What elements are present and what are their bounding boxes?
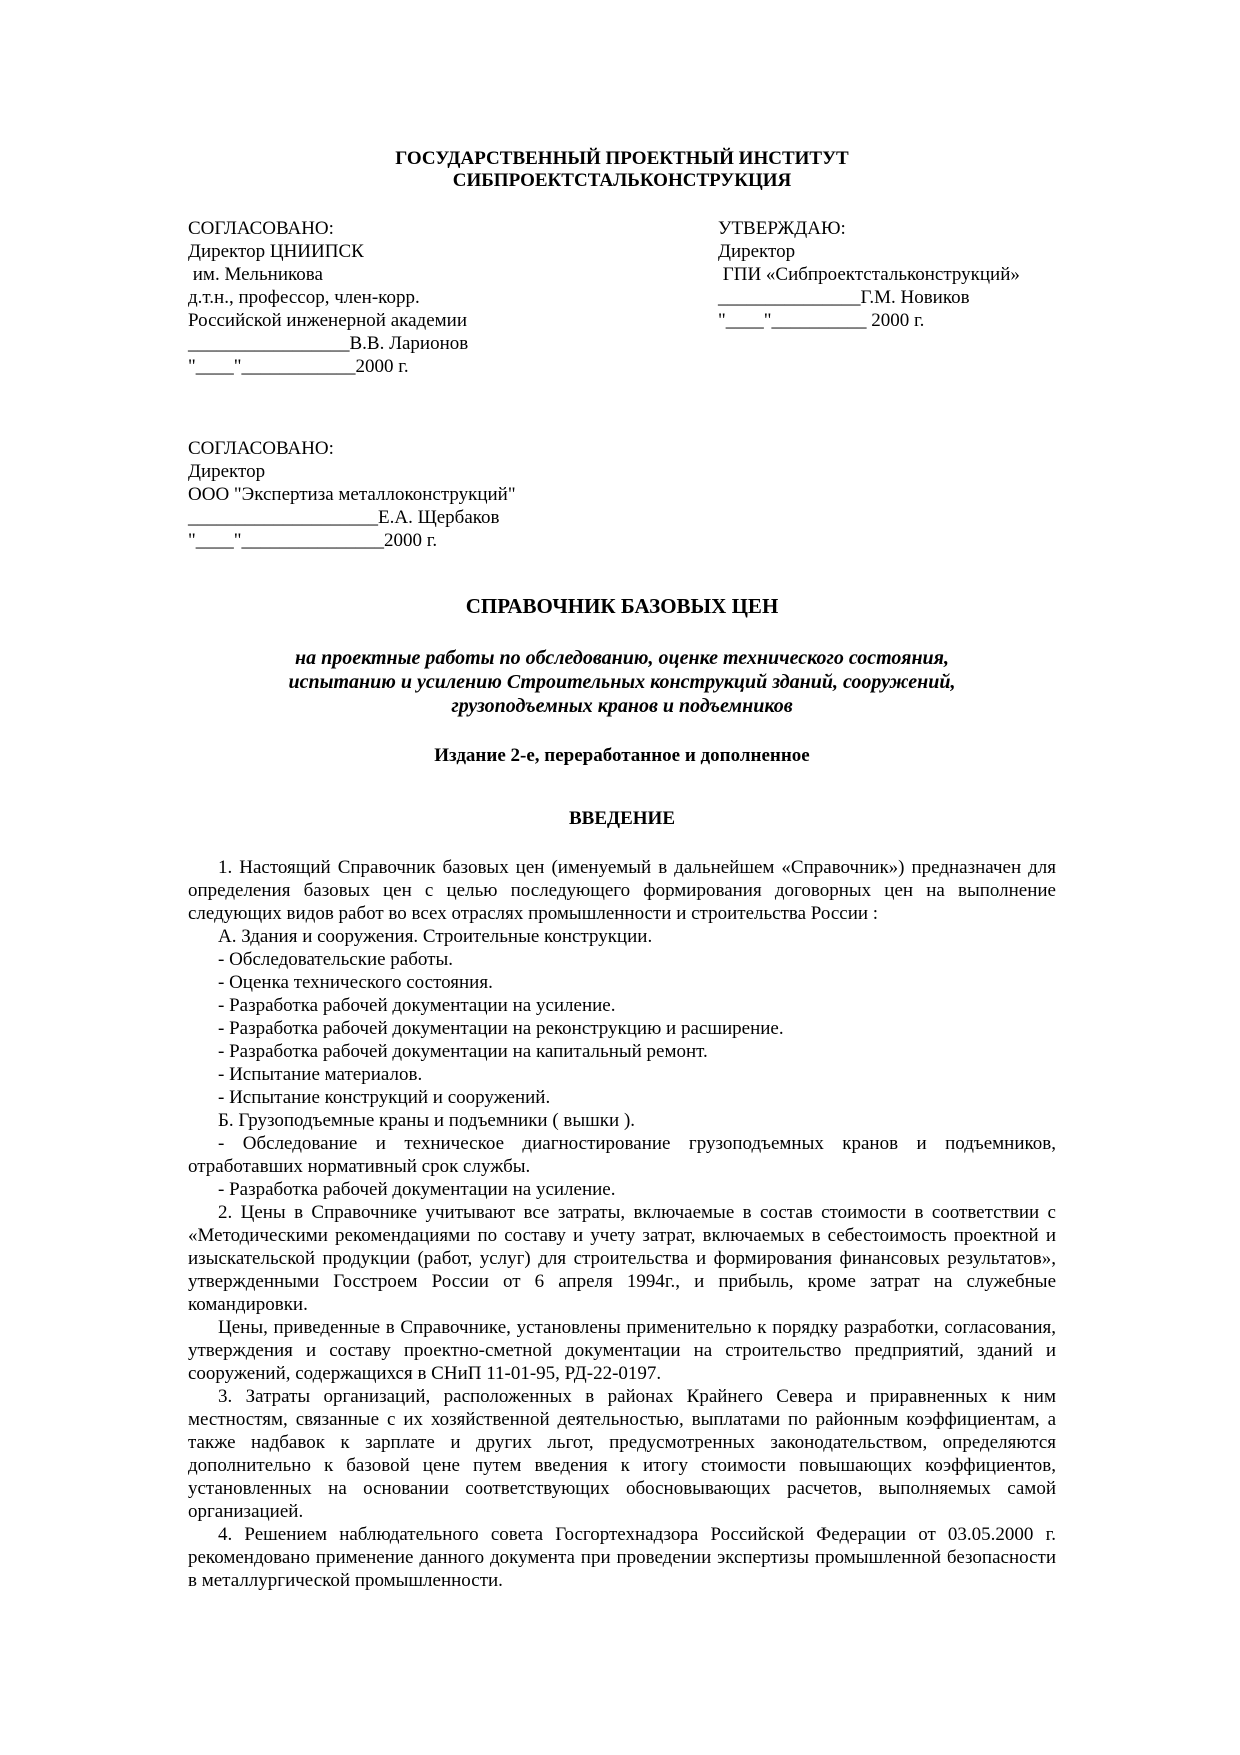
section-heading: ВВЕДЕНИЕ (569, 808, 675, 829)
list-item: - Разработка рабочей документации на усиление. (218, 995, 616, 1016)
paragraph: Цены, приведенные в Справочнике, установлены применительно к порядку разработки, согласования, утверждения и составу проектно-сметной документации на строительство предприятий, зданий и сооружений, содержащихся в СНиП 11-01-95, РД-22-0197. (188, 1317, 1056, 1384)
document-page (188, 148, 1056, 1592)
approval-left-column (188, 217, 468, 378)
paragraph: 3. Затраты организаций, расположенных в районах Крайнего Севера и приравненных к ним местностям, связанные с их хозяйственной деятельностью, выплатами по районным коэффициентам, а также надбавок к зарплате и других льгот, предусмотренных законодательством, определяются дополнительно к базовой цене путем введения к итогу стоимости повышающих коэффициентов, установленных на основании соответствующих обосновывающих расчетов, выполняемых самой организацией. (188, 1386, 1056, 1522)
approval-line: Директор (718, 241, 796, 262)
paragraph: 4. Решением наблюдательного совета Госгортехнадзора Российской Федерации от 03.05.2000 г. рекомендовано применение данного документа при проведении экспертизы промышленной безопасности в металлургической промышленности. (188, 1524, 1056, 1591)
list-item: - Испытание конструкций и сооружений. (218, 1087, 551, 1108)
approval-line: ГПИ «Сибпроектстальконструкций» (718, 264, 1020, 285)
document-subtitle (188, 646, 1056, 718)
approval-line: Российской инженерной академии (188, 310, 467, 331)
list-item: - Обследовательские работы. (218, 949, 453, 970)
approval-block-tsniipsk (188, 217, 468, 378)
institute-name: ГОСУДАРСТВЕННЫЙ ПРОЕКТНЫЙ ИНСТИТУТ (395, 148, 849, 169)
paragraph: 1. Настоящий Справочник базовых цен (именуемый в дальнейшем «Справочник») предназначен для определения базовых цен с целью последующего формирования договорных цен на выполнение следующих видов работ во всех отраслях промышленности и строительства России : (188, 857, 1056, 924)
approval-line: д.т.н., профессор, член-корр. (188, 287, 420, 308)
approval-line: Директор (188, 461, 266, 482)
signature-line: _________________В.В. Ларионов (188, 333, 469, 354)
approval-line: СОГЛАСОВАНО: (188, 218, 334, 239)
approval-line: УТВЕРЖДАЮ: (718, 218, 846, 239)
paragraph: 2. Цены в Справочнике учитывают все затраты, включаемые в состав стоимости в соответствии с «Методическими рекомендациями по составу и учету затрат, включаемых в себестоимость проектной и изыскательской продукции (работ, услуг) для строительства и формирования финансовых результатов», утвержденными Госстроем России от 6 апреля 1994г., и прибыль, кроме затрат на служебные командировки. (188, 1202, 1056, 1315)
institute-subname: СИБПРОЕКТСТАЛЬКОНСТРУКЦИЯ (452, 170, 792, 191)
document-title: СПРАВОЧНИК БАЗОВЫХ ЦЕН (465, 594, 779, 618)
date-line: "____"____________2000 г. (188, 356, 409, 377)
date-line: "____"__________ 2000 г. (718, 310, 925, 331)
introduction-body (188, 856, 1056, 1592)
approval-line: им. Мельникова (188, 264, 323, 285)
subtitle-line: испытанию и усилению Строительных конструкций зданий, сооружений, (288, 671, 956, 693)
list-item: - Оценка технического состояния. (218, 972, 493, 993)
approval-section (188, 217, 1056, 437)
list-item: А. Здания и сооружения. Строительные конструкции. (218, 926, 653, 947)
institute-heading (188, 148, 1056, 192)
list-item: - Испытание материалов. (218, 1064, 423, 1085)
approval-right-column (718, 217, 1020, 332)
approval-line: ООО "Экспертиза металлоконструкций" (188, 484, 516, 505)
list-item: - Разработка рабочей документации на реконструкцию и расширение. (218, 1018, 784, 1039)
list-item: - Разработка рабочей документации на усиление. (218, 1179, 616, 1200)
subtitle-line: грузоподъемных кранов и подъемников (451, 695, 793, 717)
signature-line: ____________________Е.А. Щербаков (188, 507, 500, 528)
signature-line: _______________Г.М. Новиков (718, 287, 970, 308)
list-item: Б. Грузоподъемные краны и подъемники ( вышки ). (218, 1110, 636, 1131)
list-item: - Обследование и техническое диагностирование грузоподъемных кранов и подъемников, отработавших нормативный срок службы. (188, 1133, 1056, 1177)
edition-note: Издание 2-е, переработанное и дополненное (434, 745, 810, 766)
approval-block-expertise (188, 437, 1056, 552)
list-item: - Разработка рабочей документации на капитальный ремонт. (218, 1041, 708, 1062)
subtitle-line: на проектные работы по обследованию, оценке технического состояния, (295, 647, 949, 669)
date-line: "____"_______________2000 г. (188, 530, 438, 551)
approval-line: СОГЛАСОВАНО: (188, 438, 334, 459)
approval-line: Директор ЦНИИПСК (188, 241, 364, 262)
